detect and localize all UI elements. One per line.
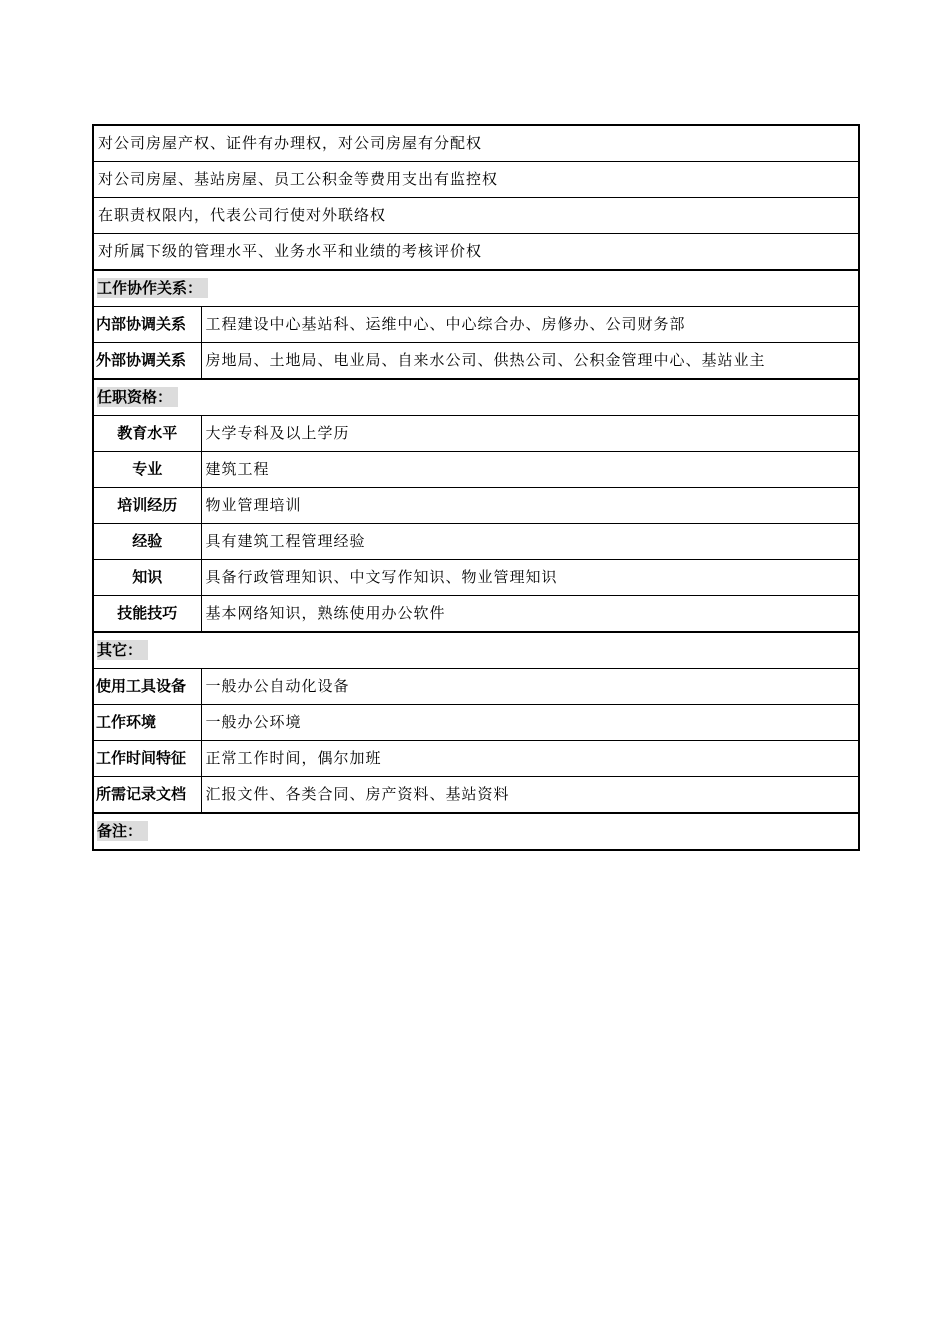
section-header-other (93, 632, 859, 669)
row-value: 一般办公环境 (201, 705, 859, 741)
section-title: 其它： (97, 640, 148, 660)
qualification-row (93, 452, 859, 488)
row-value: 工程建设中心基站科、运维中心、中心综合办、房修办、公司财务部 (201, 307, 859, 343)
row-value: 建筑工程 (201, 452, 859, 488)
row-value: 基本网络知识，熟练使用办公软件 (201, 596, 859, 633)
authority-text: 对公司房屋产权、证件有办理权，对公司房屋有分配权 (93, 125, 859, 162)
row-label: 内部协调关系 (93, 307, 201, 343)
row-label: 技能技巧 (93, 596, 201, 633)
qualification-row (93, 488, 859, 524)
row-label: 培训经历 (93, 488, 201, 524)
row-label: 经验 (93, 524, 201, 560)
section-title: 任职资格： (97, 387, 178, 407)
collaboration-row (93, 343, 859, 380)
section-title: 工作协作关系： (97, 278, 208, 298)
other-row (93, 741, 859, 777)
row-label: 教育水平 (93, 416, 201, 452)
qualification-row (93, 596, 859, 633)
authority-row (93, 125, 859, 162)
row-value: 大学专科及以上学历 (201, 416, 859, 452)
section-title: 备注： (97, 821, 148, 841)
section-header-qualifications (93, 379, 859, 416)
row-label: 所需记录文档 (93, 777, 201, 814)
section-header-notes (93, 813, 859, 850)
row-value: 一般办公自动化设备 (201, 669, 859, 705)
other-row (93, 705, 859, 741)
other-row (93, 669, 859, 705)
row-value: 具备行政管理知识、中文写作知识、物业管理知识 (201, 560, 859, 596)
section-header-collaboration (93, 270, 859, 307)
row-value: 房地局、土地局、电业局、自来水公司、供热公司、公积金管理中心、基站业主 (201, 343, 859, 380)
authority-text: 对公司房屋、基站房屋、员工公积金等费用支出有监控权 (93, 162, 859, 198)
other-row (93, 777, 859, 814)
qualification-row (93, 560, 859, 596)
authority-row (93, 198, 859, 234)
row-label: 工作时间特征 (93, 741, 201, 777)
authority-row (93, 162, 859, 198)
collaboration-row (93, 307, 859, 343)
row-label: 知识 (93, 560, 201, 596)
row-label: 工作环境 (93, 705, 201, 741)
row-value: 汇报文件、各类合同、房产资料、基站资料 (201, 777, 859, 814)
qualification-row (93, 524, 859, 560)
row-label: 外部协调关系 (93, 343, 201, 380)
qualification-row (93, 416, 859, 452)
row-value: 正常工作时间，偶尔加班 (201, 741, 859, 777)
authority-row (93, 234, 859, 271)
row-label: 专业 (93, 452, 201, 488)
authority-text: 对所属下级的管理水平、业务水平和业绩的考核评价权 (93, 234, 859, 271)
row-label: 使用工具设备 (93, 669, 201, 705)
job-description-table (92, 124, 860, 851)
row-value: 具有建筑工程管理经验 (201, 524, 859, 560)
authority-text: 在职责权限内，代表公司行使对外联络权 (93, 198, 859, 234)
row-value: 物业管理培训 (201, 488, 859, 524)
